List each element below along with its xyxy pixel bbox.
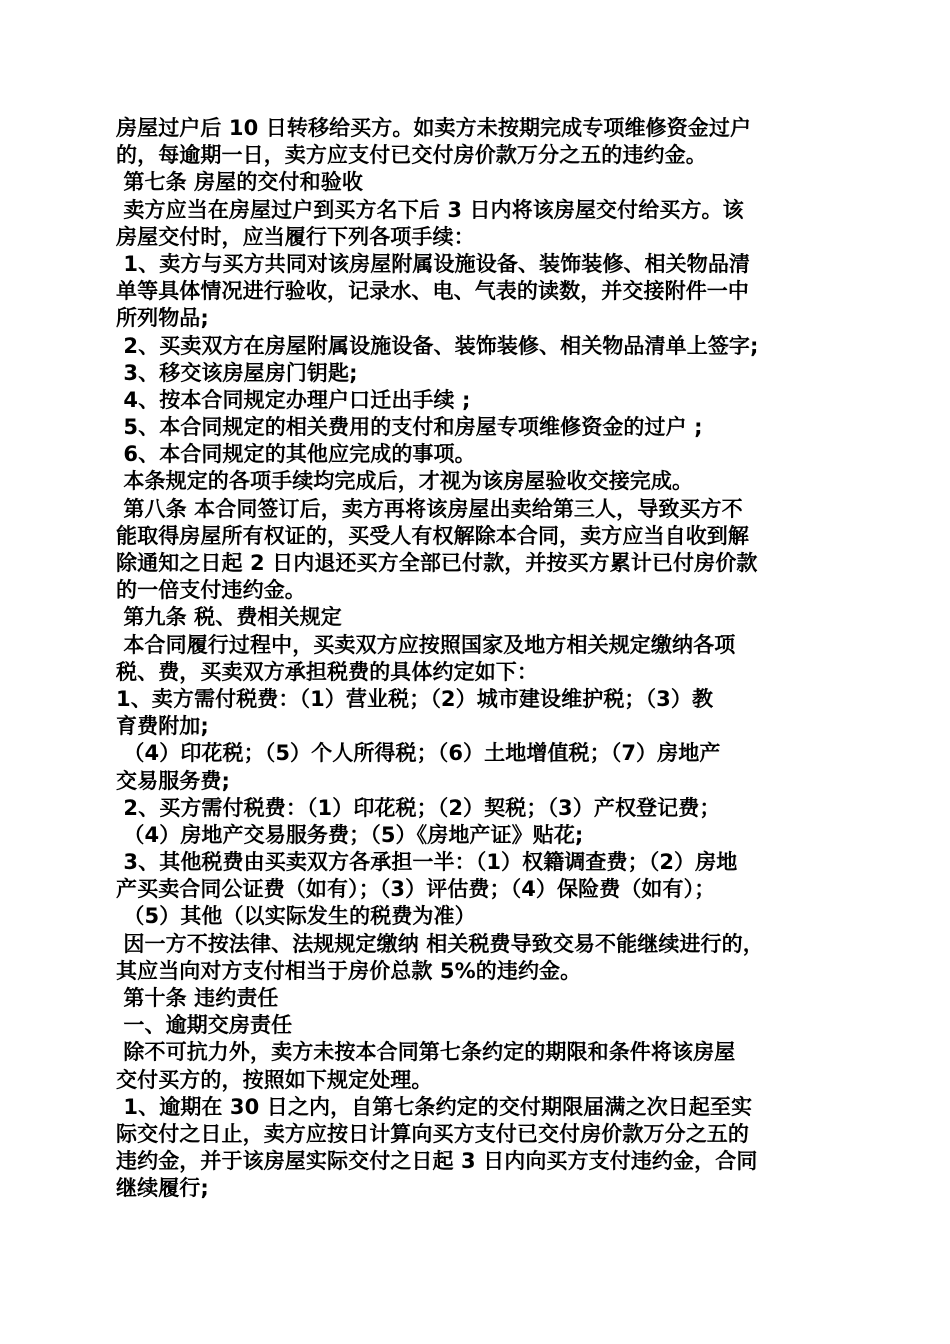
text-line: 继续履行; [116,1176,209,1201]
text-line: 其应当向对方支付相当于房价总款 5%的违约金。 [116,958,582,983]
text-line: 4、按本合同规定办理户口迁出手续 ; [116,387,471,412]
text-line: 的一倍支付违约金。 [116,578,306,603]
text-line: 2、买方需付税费：（1）印花税；（2）契税；（3）产权登记费； [116,795,721,820]
text-line: 产买卖合同公证费（如有）；（3）评估费；（4）保险费（如有）； [116,877,716,902]
text-line: 能取得房屋所有权证的，买受人有权解除本合同，卖方应当自收到解 [116,523,749,548]
text-line: （4）房地产交易服务费；（5）《房地产证》贴花; [116,822,584,847]
text-line: 1、卖方与买方共同对该房屋附属设施设备、装饰装修、相关物品清 [116,251,751,276]
text-line: 违约金，并于该房屋实际交付之日起 3 日内向买方支付违约金，合同 [116,1149,758,1174]
article-heading: 第十条 违约责任 [116,986,279,1010]
text-line: 除不可抗力外，卖方未按本合同第七条约定的期限和条件将该房屋 [116,1040,736,1065]
text-line: 除通知之日起 2 日内退还买方全部已付款，并按买方累计已付房价款 [116,551,758,575]
text-line: （5）其他（以实际发生的税费为准） [116,904,476,929]
text-line: 际交付之日止，卖方应按日计算向买方支付已交付房价款万分之五的 [116,1121,749,1146]
text-line: 本条规定的各项手续均完成后，才视为该房屋验收交接完成。 [116,469,694,494]
text-line: 育费附加; [116,714,209,739]
text-line: 1、卖方需付税费：（1）营业税；（2）城市建设维护税；（3）教 [116,686,714,711]
text-line: （4）印花税；（5）个人所得税；（6）土地增值税；（7）房地产 [116,741,721,766]
text-line: 卖方应当在房屋过户到买方名下后 3 日内将该房屋交付给买方。该 [116,197,744,222]
text-line: 因一方不按法律、法规规定缴纳 相关税费导致交易不能继续进行的， [116,931,764,956]
document-body [116,115,838,1203]
text-line: 3、其他税费由买卖双方各承担一半：（1）权籍调查费；（2）房地 [116,850,738,875]
text-line: 交付买方的，按照如下规定处理。 [116,1067,433,1092]
article-heading: 第八条 本合同签订后，卖方再将该房屋出卖给第三人，导致买方不 [116,496,743,521]
text-line: 2、买卖双方在房屋附属设施设备、装饰装修、相关物品清单上签字; [116,333,759,358]
text-line: 房屋交付时，应当履行下列各项手续： [116,224,475,249]
text-line: 3、移交该房屋房门钥匙; [116,360,358,385]
text-line: 所列物品; [116,306,209,331]
text-line: 本合同履行过程中，买卖双方应按照国家及地方相关规定缴纳各项 [116,632,736,657]
text-line: 房屋过户后 10 日转移给买方。如卖方未按期完成专项维修资金过户 [116,116,752,140]
article-heading: 第九条 税、费相关规定 [116,605,342,630]
text-line: 交易服务费; [116,768,230,793]
article-heading: 第七条 房屋的交付和验收 [116,170,363,195]
text-line: 的，每逾期一日，卖方应支付已交付房价款万分之五的违约金。 [116,143,707,168]
section-heading: 一、逾期交房责任 [116,1013,293,1038]
text-line: 5、本合同规定的相关费用的支付和房屋专项维修资金的过户 ; [116,415,703,440]
text-line: 1、逾期在 30 日之内，自第七条约定的交付期限届满之次日起至实 [116,1094,753,1119]
text-line: 6、本合同规定的其他应完成的事项。 [116,442,476,467]
text-line: 税、费，买卖双方承担税费的具体约定如下： [116,659,538,684]
text-line: 单等具体情况进行验收，记录水、电、气表的读数，并交接附件一中 [116,279,749,304]
